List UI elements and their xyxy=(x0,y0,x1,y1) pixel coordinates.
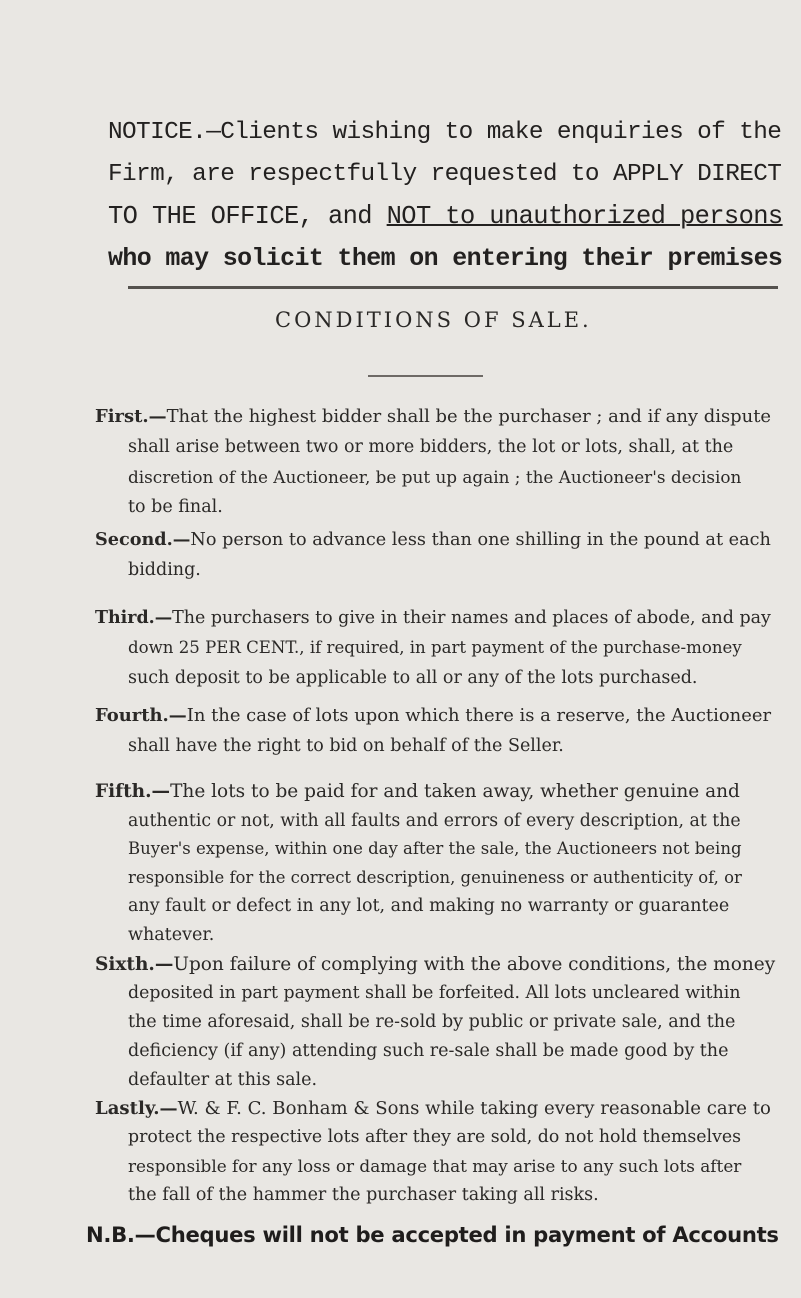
condition-line: whatever. xyxy=(128,924,215,945)
condition-text: No person to advance less than one shilling in the pound at each xyxy=(190,530,771,550)
section-divider xyxy=(128,286,778,289)
condition-line: deficiency (if any) attending such re-sale shall be made good by the xyxy=(128,1041,729,1061)
condition-line: to be final. xyxy=(128,497,223,517)
notice-line: Firm, are respectfully requested to APPLY DIRECT xyxy=(108,161,782,188)
condition-line: down 25 PER CENT., if required, in part payment of the purchase-money xyxy=(128,638,742,657)
condition-line: responsible for the correct description, genuineness or authenticity of, or xyxy=(128,867,742,887)
condition-first xyxy=(95,402,775,522)
notice-line-part: TO THE OFFICE, and xyxy=(108,202,387,231)
condition-lead: Second.— xyxy=(95,529,191,550)
condition-line: discretion of the Auctioneer, be put up again ; the Auctioneer's decision xyxy=(128,467,742,487)
condition-line: responsible for any loss or damage that may arise to any such lots after xyxy=(128,1156,742,1176)
notice-line: NOTICE.—Clients wishing to make enquiries of the xyxy=(108,119,782,146)
condition-line: shall arise between two or more bidders, the lot or lots, shall, at the xyxy=(128,437,734,457)
condition-line xyxy=(95,778,775,807)
condition-line: shall have the right to bid on behalf of the Seller. xyxy=(128,736,564,756)
condition-lead: Fourth.— xyxy=(95,705,187,726)
notice-underlined-text: NOT to unauthorized persons xyxy=(386,202,783,231)
condition-line: the time aforesaid, shall be re-sold by public or private sale, and the xyxy=(128,1012,736,1032)
condition-third xyxy=(95,603,775,693)
condition-line: defaulter at this sale. xyxy=(128,1070,318,1090)
condition-text: In the case of lots upon which there is a reserve, the Auctioneer xyxy=(186,705,772,726)
conditions-heading: CONDITIONS OF SALE. xyxy=(275,308,592,332)
condition-lead: Lastly.— xyxy=(95,1098,178,1119)
condition-lastly xyxy=(95,1094,775,1210)
condition-text: W. & F. C. Bonham & Sons while taking every reasonable care to xyxy=(177,1098,771,1119)
condition-lead: Sixth.— xyxy=(95,954,174,975)
condition-text: That the highest bidder shall be the purchaser ; and if any dispute xyxy=(166,406,772,427)
condition-line: bidding. xyxy=(128,560,201,580)
condition-sixth xyxy=(95,950,775,1095)
condition-text: The lots to be paid for and taken away, whether genuine and xyxy=(170,781,740,802)
condition-line xyxy=(95,525,775,555)
condition-second xyxy=(95,525,775,585)
condition-line: deposited in part payment shall be forfeited. All lots uncleared within xyxy=(128,983,741,1003)
condition-line xyxy=(95,603,775,633)
cheques-note: N.B.—Cheques will not be accepted in payment of Accounts xyxy=(86,1222,779,1247)
condition-line: authentic or not, with all faults and errors of every description, at the xyxy=(128,810,741,831)
condition-fifth xyxy=(95,778,775,949)
condition-line: the fall of the hammer the purchaser taking all risks. xyxy=(128,1185,599,1205)
notice-line: who may solicit them on entering their premises xyxy=(108,245,783,273)
notice-line xyxy=(108,196,788,238)
condition-line: any fault or defect in any lot, and making no warranty or guarantee xyxy=(128,896,730,916)
condition-line: such deposit to be applicable to all or any of the lots purchased. xyxy=(128,668,698,688)
condition-line xyxy=(95,1094,775,1123)
condition-line xyxy=(95,701,775,731)
condition-line xyxy=(95,950,775,979)
condition-line: protect the respective lots after they are sold, do not hold themselves xyxy=(128,1127,742,1147)
condition-fourth xyxy=(95,701,775,761)
notice-block xyxy=(108,112,788,280)
condition-lead: Fifth.— xyxy=(95,781,171,802)
condition-text: The purchasers to give in their names and places of abode, and pay xyxy=(172,608,771,628)
heading-underline xyxy=(368,375,483,377)
condition-lead: Third.— xyxy=(95,608,173,628)
condition-text: Upon failure of complying with the above conditions, the money xyxy=(173,954,776,975)
condition-line: Buyer's expense, within one day after the sale, the Auctioneers not being xyxy=(128,839,742,858)
condition-lead: First.— xyxy=(95,406,167,427)
condition-line xyxy=(95,402,775,432)
